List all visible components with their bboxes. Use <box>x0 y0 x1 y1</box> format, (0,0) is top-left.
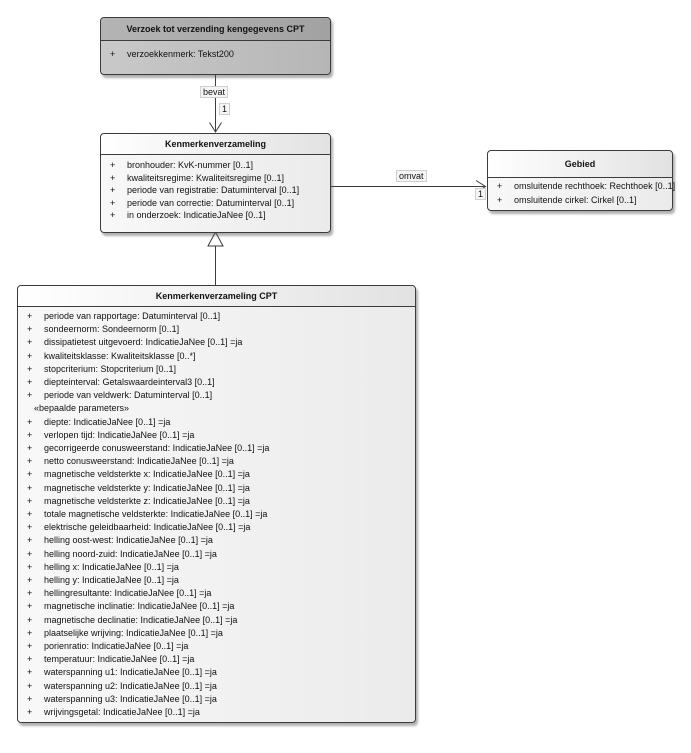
attribute-text: stopcriterium: Stopcriterium [0..1] <box>44 363 177 374</box>
attribute-text: dissipatietest uitgevoerd: IndicatieJaNee [0..1] =ja <box>44 337 243 348</box>
attribute-row <box>18 587 415 600</box>
attribute-text: porienratio: IndicatieJaNee [0..1] =ja <box>44 641 189 652</box>
visibility-plus: + <box>110 172 116 183</box>
visibility-plus: + <box>110 49 116 59</box>
attribute-text: hellingresultante: IndicatieJaNee [0..1] =ja <box>44 588 212 599</box>
visibility-plus: + <box>27 390 33 401</box>
attribute-group-parameters <box>18 416 415 720</box>
visibility-plus: + <box>27 337 33 348</box>
attribute-row <box>18 521 415 534</box>
visibility-plus: + <box>110 160 116 170</box>
attribute-row <box>18 323 415 336</box>
attribute-row <box>488 180 676 194</box>
attribute-row <box>18 680 415 693</box>
attribute-text: magnetische declinatie: IndicatieJaNee [0..1] =ja <box>44 614 238 625</box>
attribute-row <box>18 376 415 389</box>
visibility-plus: + <box>27 535 33 546</box>
visibility-plus: + <box>27 654 33 665</box>
visibility-plus: + <box>27 707 33 718</box>
attribute-text: in onderzoek: IndicatieJaNee [0..1] <box>127 210 266 221</box>
attribute-row <box>18 416 415 429</box>
class-title: Gebied <box>488 151 672 178</box>
attribute-text: wrijvingsgetal: IndicatieJaNee [0..1] =ja <box>44 707 200 718</box>
attribute-text: diepteinterval: Getalswaardeinterval3 [0..1] <box>44 377 215 388</box>
attribute-row <box>18 455 415 468</box>
attribute-compartment <box>101 41 330 61</box>
attribute-row <box>18 706 415 719</box>
attribute-row <box>18 482 415 495</box>
attribute-text: omsluitende rechthoek: Rechthoek [0..1] <box>514 181 676 191</box>
visibility-plus: + <box>27 588 33 599</box>
attribute-row <box>488 194 672 208</box>
attribute-text: elektrische geleidbaarheid: IndicatieJaNee [0..1] =ja <box>44 522 251 533</box>
attribute-row <box>101 209 330 222</box>
attribute-text: magnetische veldsterkte z: IndicatieJaNee [0..1] =ja <box>44 495 250 506</box>
attribute-row <box>18 600 415 613</box>
attribute-text: magnetische veldsterkte y: IndicatieJaNee [0..1] =ja <box>44 482 250 493</box>
connector-label-omvat: omvat <box>396 170 427 182</box>
attribute-row <box>18 310 415 323</box>
class-box-kenmerkenverzameling-cpt[interactable] <box>17 285 416 723</box>
visibility-plus: + <box>27 509 33 520</box>
attribute-row <box>101 172 330 185</box>
visibility-plus: + <box>27 482 33 493</box>
attribute-row <box>18 614 415 627</box>
stereotype-bepaalde-parameters: «bepaalde parameters» <box>34 403 130 414</box>
attribute-row <box>101 159 330 172</box>
class-box-verzoek-tot-verzending-kengegevens-cpt[interactable] <box>100 17 331 75</box>
attribute-row <box>18 495 415 508</box>
visibility-plus: + <box>27 575 33 586</box>
visibility-plus: + <box>27 456 33 467</box>
attribute-text: bronhouder: KvK-nummer [0..1] <box>127 160 254 170</box>
attribute-text: netto conusweerstand: IndicatieJaNee [0..1] =ja <box>44 456 234 467</box>
visibility-plus: + <box>110 210 116 221</box>
attribute-row <box>101 184 330 197</box>
attribute-compartment <box>488 178 676 207</box>
visibility-plus: + <box>27 667 33 678</box>
generalization-connector[interactable] <box>208 232 223 285</box>
visibility-plus: + <box>110 185 116 196</box>
attribute-row <box>18 429 415 442</box>
attribute-text: kwaliteitsregime: Kwaliteitsregime [0..1] <box>127 172 285 183</box>
attribute-row <box>18 548 415 561</box>
attribute-row <box>18 350 415 363</box>
attribute-group-main <box>18 310 415 402</box>
visibility-plus: + <box>27 693 33 704</box>
attribute-row <box>18 336 415 349</box>
generalization-triangle-icon <box>208 232 223 246</box>
attribute-text: periode van veldwerk: Datuminterval [0..1] <box>44 390 213 401</box>
visibility-plus: + <box>27 614 33 625</box>
attribute-text: helling oost-west: IndicatieJaNee [0..1] =ja <box>44 535 213 546</box>
attribute-text: waterspanning u3: IndicatieJaNee [0..1] =ja <box>44 693 217 704</box>
attribute-row <box>18 653 415 666</box>
attribute-text: helling x: IndicatieJaNee [0..1] =ja <box>44 561 179 572</box>
attribute-text: periode van correctie: Datuminterval [0..1] <box>127 197 295 208</box>
attribute-text: diepte: IndicatieJaNee [0..1] =ja <box>44 416 171 427</box>
attribute-text: verlopen tijd: IndicatieJaNee [0..1] =ja <box>44 429 195 440</box>
visibility-plus: + <box>27 350 33 361</box>
attribute-text: totale magnetische veldsterkte: IndicatieJaNee [0..1] =ja <box>44 509 268 520</box>
visibility-plus: + <box>27 469 33 480</box>
visibility-plus: + <box>27 627 33 638</box>
visibility-plus: + <box>27 324 33 335</box>
attribute-row <box>18 693 415 706</box>
attribute-row <box>18 574 415 587</box>
attribute-row <box>18 442 415 455</box>
attribute-text: magnetische inclinatie: IndicatieJaNee [0..1] =ja <box>44 601 235 612</box>
attribute-text: helling y: IndicatieJaNee [0..1] =ja <box>44 575 179 586</box>
attribute-text: sondeernorm: Sondeernorm [0..1] <box>44 324 180 335</box>
visibility-plus: + <box>27 377 33 388</box>
class-box-kenmerkenverzameling[interactable] <box>100 133 331 233</box>
attribute-row <box>101 197 330 210</box>
attribute-text: plaatselijke wrijving: IndicatieJaNee [0..1] =ja <box>44 627 223 638</box>
visibility-plus: + <box>110 197 116 208</box>
attribute-text: periode van registratie: Datuminterval [0..1] <box>127 185 300 196</box>
attribute-row <box>18 627 415 640</box>
visibility-plus: + <box>27 495 33 506</box>
visibility-plus: + <box>27 443 33 454</box>
omvat-association-connector[interactable] <box>331 181 486 193</box>
visibility-plus: + <box>27 548 33 559</box>
attribute-row <box>101 48 330 61</box>
attribute-row <box>18 468 415 481</box>
attribute-row <box>18 389 415 402</box>
visibility-plus: + <box>27 680 33 691</box>
attribute-text: waterspanning u2: IndicatieJaNee [0..1] =ja <box>44 680 217 691</box>
attribute-row <box>18 534 415 547</box>
class-title: Kenmerkenverzameling <box>101 134 330 155</box>
attribute-text: verzoekkenmerk: Tekst200 <box>127 49 234 59</box>
visibility-plus: + <box>27 561 33 572</box>
attribute-compartment <box>101 155 330 222</box>
attribute-text: omsluitende cirkel: Cirkel [0..1] <box>514 194 637 205</box>
attribute-compartment <box>18 307 415 719</box>
connector-label-bevat: bevat <box>200 86 228 98</box>
attribute-text: periode van rapportage: Datuminterval [0..1] <box>44 311 221 321</box>
class-title: Kenmerkenverzameling CPT <box>18 286 415 307</box>
class-box-gebied[interactable] <box>487 150 676 211</box>
visibility-plus: + <box>27 311 33 321</box>
visibility-plus: + <box>27 363 33 374</box>
attribute-row <box>18 363 415 376</box>
attribute-text: kwaliteitsklasse: Kwaliteitsklasse [0..*] <box>44 350 196 361</box>
class-title: Verzoek tot verzending kengegevens CPT <box>101 18 330 41</box>
attribute-text: magnetische veldsterkte x: IndicatieJaNee [0..1] =ja <box>44 469 250 480</box>
attribute-text: gecorrigeerde conusweerstand: IndicatieJaNee [0..1] =ja <box>44 443 270 454</box>
visibility-plus: + <box>27 416 33 427</box>
attribute-row <box>18 561 415 574</box>
visibility-plus: + <box>27 429 33 440</box>
attribute-text: waterspanning u1: IndicatieJaNee [0..1] =ja <box>44 667 217 678</box>
visibility-plus: + <box>27 601 33 612</box>
attribute-row <box>18 508 415 521</box>
visibility-plus: + <box>497 194 503 205</box>
visibility-plus: + <box>497 181 503 191</box>
attribute-text: temperatuur: IndicatieJaNee [0..1] =ja <box>44 654 195 665</box>
visibility-plus: + <box>27 641 33 652</box>
visibility-plus: + <box>27 522 33 533</box>
attribute-text: helling noord-zuid: IndicatieJaNee [0..1] =ja <box>44 548 217 559</box>
multiplicity-bevat-target: 1 <box>219 103 230 115</box>
multiplicity-omvat-target: 1 <box>475 188 486 200</box>
attribute-row <box>18 666 415 679</box>
attribute-row <box>18 640 415 653</box>
